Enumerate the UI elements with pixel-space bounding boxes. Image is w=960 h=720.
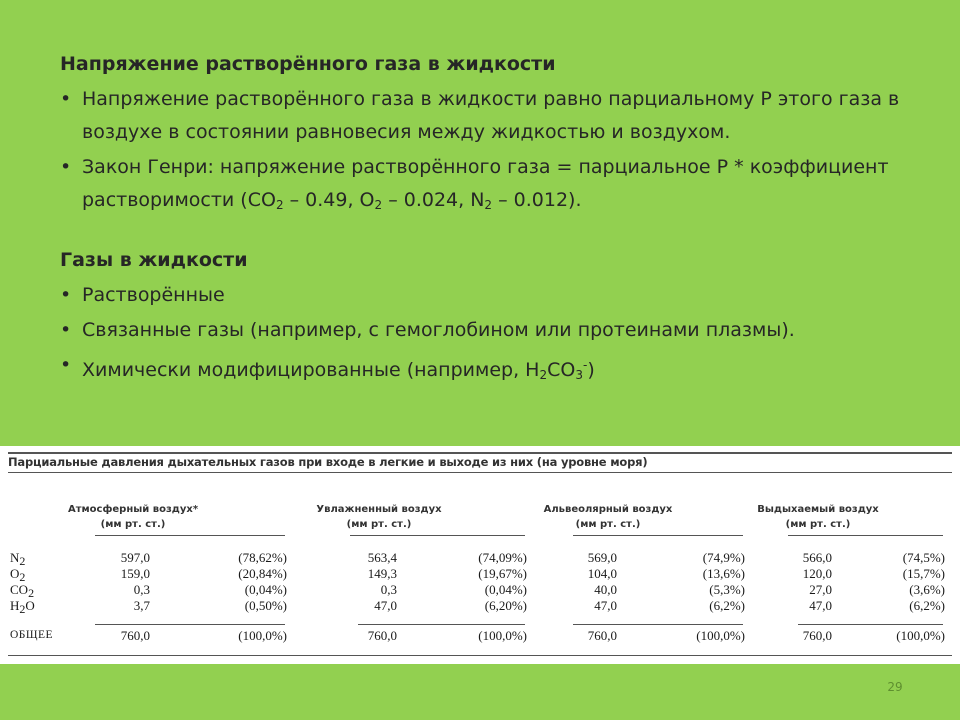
table-cell: 47,0: [594, 598, 617, 613]
table-cell: 597,0: [120, 550, 150, 565]
total-divider: [573, 624, 743, 625]
table-cell: (0,04%): [244, 582, 287, 597]
table-cell: (6,2%): [909, 598, 945, 613]
table-cell: 104,0: [587, 566, 617, 581]
table-cell: 569,0: [587, 550, 617, 565]
bullet-text-chemically-modified: Химически модифицированные (например, $H_2CO_3^-$): [82, 358, 595, 382]
bullet-list-gas-tension: [60, 83, 920, 222]
partial-pressure-table: [0, 446, 960, 664]
row-label-n2: $N_2$: [10, 550, 26, 568]
table-cell: (15,7%): [902, 566, 945, 581]
bullet-item: [60, 83, 920, 149]
table-cell: 149,3: [367, 566, 397, 581]
total-divider: [798, 624, 943, 625]
table-cell: 760,0: [802, 628, 832, 643]
table-cell: (0,04%): [484, 582, 527, 597]
bullet-item: [60, 279, 920, 312]
table-cell: 563,4: [367, 550, 397, 565]
table-cell: (6,20%): [484, 598, 527, 613]
table-cell: 566,0: [802, 550, 832, 565]
table-cell: (19,67%): [478, 566, 527, 581]
table-cell: 0,3: [380, 582, 397, 597]
slide-content: [60, 48, 920, 392]
group-divider: [788, 535, 943, 536]
bullet-icon: •: [60, 88, 72, 110]
column-group-header: Альвеолярный воздух (мм рт. ст.): [543, 504, 673, 530]
table-cell: (20,84%): [238, 566, 287, 581]
table-cell: (5,3%): [709, 582, 745, 597]
table-cell: 760,0: [367, 628, 397, 643]
column-group-header: Атмосферный воздух* (мм рт. ст.): [67, 504, 199, 530]
table-cell: (13,6%): [702, 566, 745, 581]
bullet-icon: •: [60, 284, 72, 306]
table-cell: 27,0: [809, 582, 832, 597]
table-cell: (6,2%): [709, 598, 745, 613]
row-label-o2: $O_2$: [10, 566, 26, 584]
bullet-text: Напряжение растворённого газа в жидкости равно парциальному Р этого газа в воздухе в состоянии равновесия между жидкостью и воздухом.: [82, 88, 900, 143]
group-divider: [573, 535, 743, 536]
table-cell: 760,0: [120, 628, 150, 643]
bullet-icon: •: [60, 319, 72, 341]
bullet-text-henry-law: Закон Генри: напряжение растворённого газа = парциальное Р * коэффициент растворимости ($CO_2 - 0.49$, $O_2 - 0.024$, $N_2 - 0.012$).: [82, 156, 889, 212]
bullet-list-gases-in-liquid: [60, 279, 920, 392]
table-cell: 3,7: [133, 598, 150, 613]
table-cell: (100,0%): [478, 628, 527, 643]
bullet-item: [60, 151, 920, 222]
bullet-icon: •: [60, 156, 72, 178]
table-cell: (100,0%): [238, 628, 287, 643]
table-cell: 47,0: [809, 598, 832, 613]
table-cell: 159,0: [120, 566, 150, 581]
table-cell: (74,9%): [702, 550, 745, 565]
bullet-text: Растворённые: [82, 284, 225, 306]
table-cell: 47,0: [374, 598, 397, 613]
table-cell: 0,3: [133, 582, 150, 597]
total-divider: [358, 624, 525, 625]
table-cell: 760,0: [587, 628, 617, 643]
row-label-h2o: $H_2O$: [10, 598, 35, 616]
bullet-text: Связанные газы (например, с гемоглобином или протеинами плазмы).: [82, 319, 795, 341]
group-divider: [95, 535, 285, 536]
table-cell: 40,0: [594, 582, 617, 597]
table-title: Парциальные давления дыхательных газов при входе в легкие и выходе из них (на уровне моря): [8, 452, 952, 473]
bullet-item: [60, 314, 920, 347]
section-heading-gases-in-liquid: Газы в жидкости: [60, 249, 248, 271]
total-divider: [95, 624, 285, 625]
table-cell: (74,09%): [478, 550, 527, 565]
table-cell: (3,6%): [909, 582, 945, 597]
section-heading-gas-tension: Напряжение растворённого газа в жидкости: [60, 53, 556, 75]
column-group-header: Увлажненный воздух (мм рт. ст.): [316, 504, 442, 530]
row-label-total: ОБЩЕЕ: [10, 629, 54, 641]
slide-number: 29: [887, 680, 903, 694]
table-cell: (0,50%): [244, 598, 287, 613]
bullet-item: [60, 349, 920, 392]
column-group-header: Выдыхаемый воздух (мм рт. ст.): [757, 504, 879, 530]
table-cell: (100,0%): [896, 628, 945, 643]
bullet-icon: •: [60, 354, 72, 376]
table-cell: (74,5%): [902, 550, 945, 565]
table-bottom-rule: [8, 655, 952, 656]
table-cell: (100,0%): [696, 628, 745, 643]
table-cell: 120,0: [802, 566, 832, 581]
row-label-co2: $CO_2$: [10, 582, 35, 600]
table-cell: (78,62%): [238, 550, 287, 565]
group-divider: [350, 535, 525, 536]
